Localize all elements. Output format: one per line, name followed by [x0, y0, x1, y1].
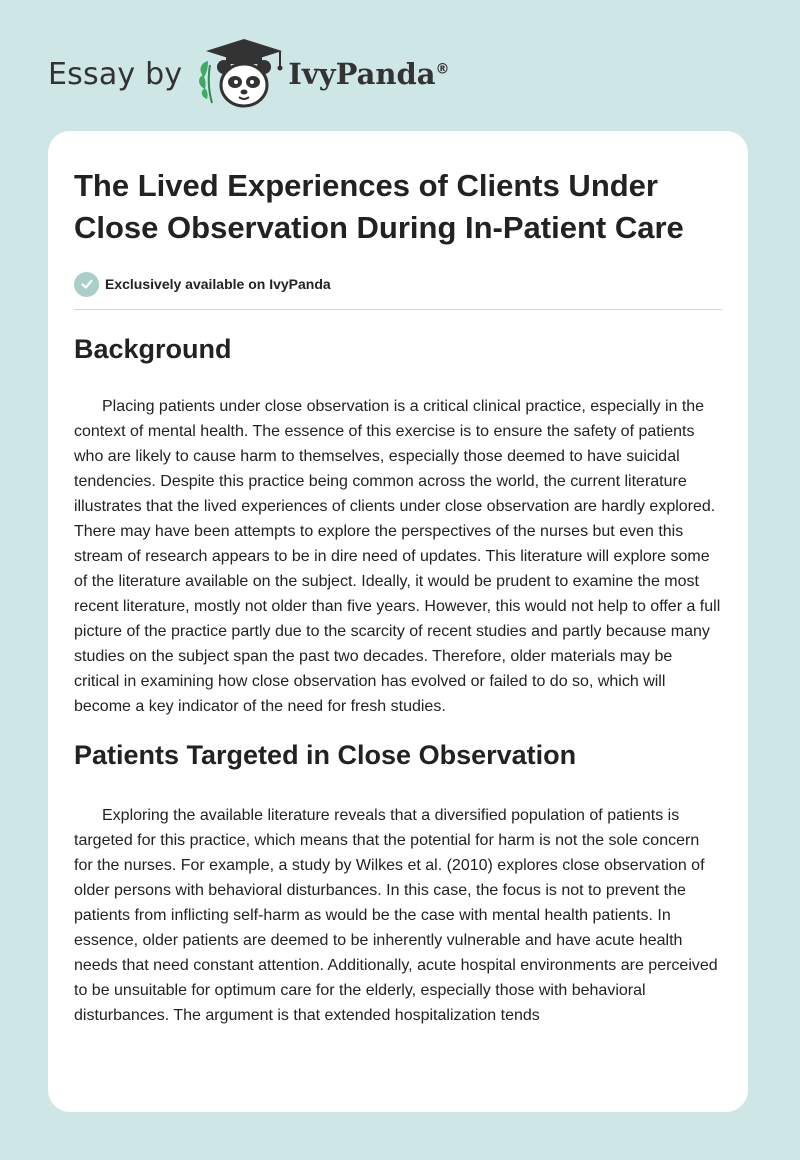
divider [74, 309, 722, 310]
exclusive-badge-label: Exclusively available on IvyPanda [105, 276, 331, 292]
leaf-icon [199, 61, 212, 103]
exclusive-badge [74, 271, 722, 297]
section-heading-patients-targeted: Patients Targeted in Close Observation [74, 740, 577, 770]
essay-title: The Lived Experiences of Clients Under Close Observation During In-Patient Care [74, 168, 684, 245]
check-circle-icon [74, 272, 99, 297]
paragraph-background: Placing patients under close observation is a critical clinical practice, especially in the context of mental health. The essence of this exercise is to ensure the safety of patients who are likely to cause harm to themselves, especially those deemed to have suicidal tendencies. Despite this practice being common across the world, the current literature illustrates that the lived experiences of clients under close observation are hardly explored. There may have been attempts to explore the perspectives of the nurses but even this stream of research appears to be in dire need of updates. This literature will explore some of the literature available on the subject. Ideally, it would be prudent to examine the most recent literature, mostly not older than five years. However, this would not help to offer a full picture of the practice partly due to the scarcity of recent studies and partly because many studies on the subject span the past two decades. Therefore, older materials may be critical in examining how close observation has evolved or failed to do so, which will become a key indicator of the need for fresh studies. [74, 398, 721, 715]
panda-graduate-logo-icon[interactable] [196, 37, 286, 111]
essay-card [48, 131, 748, 1112]
registered-mark: ® [435, 61, 450, 78]
brand-prefix: Essay by [48, 56, 183, 92]
section-heading-background: Background [74, 334, 232, 364]
brand-name[interactable]: IvyPanda® [288, 57, 450, 91]
site-header [48, 34, 450, 114]
paragraph-patients-targeted: Exploring the available literature reveals that a diversified population of patients is targeted for this practice, which means that the potential for harm is not the sole concern for the nurses. For example, a study by Wilkes et al. (2010) explores close observation of older persons with behavioral disturbances. In this case, the focus is not to prevent the patients from inflicting self-harm as would be the case with mental health patients. In essence, older patients are deemed to be inherently vulnerable and have acute health needs that need constant attention. Additionally, acute hospital environments are perceived to be unsuitable for optimum care for the elderly, especially those with behavioral disturbances. The argument is that extended hospitalization tends [74, 807, 718, 1024]
